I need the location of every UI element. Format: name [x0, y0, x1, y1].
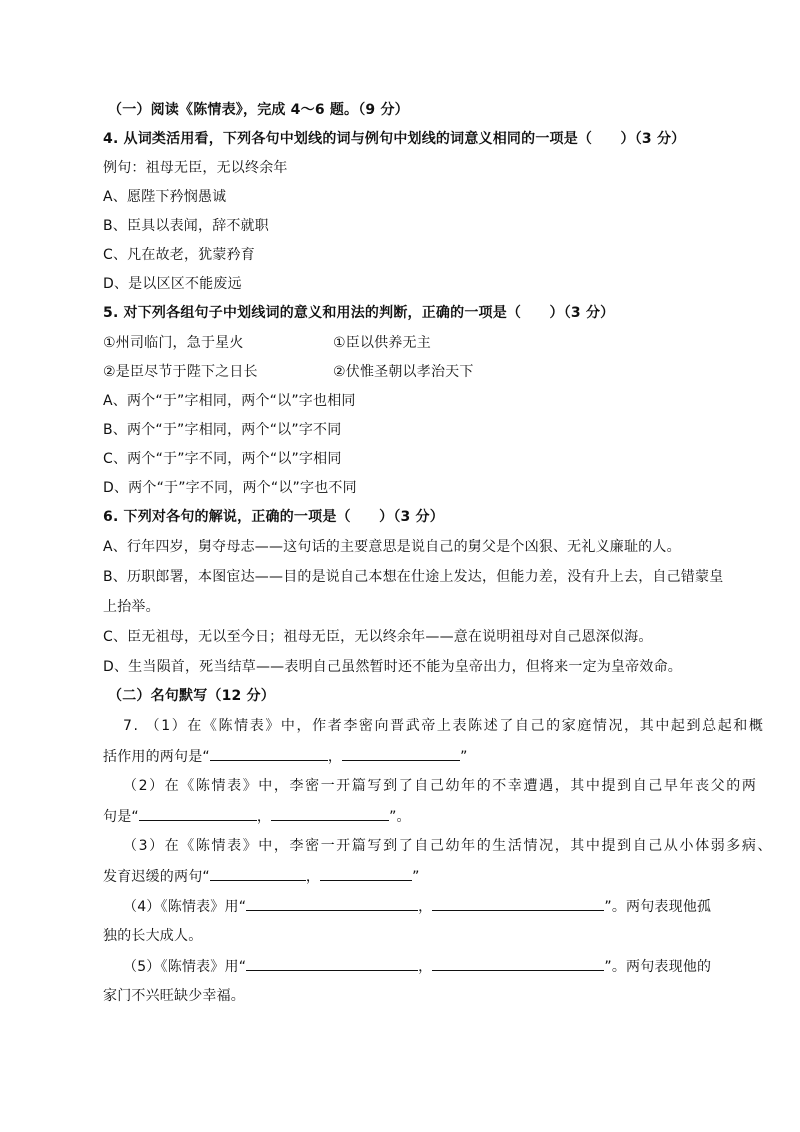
question-7-3-line-1: （3）在《陈情表》中，李密一开篇写到了自己幼年的生活情况，其中提到自己从小体弱多病、: [123, 838, 774, 854]
question-6-option-b: B、历职郎署，本图宦达——目的是说自己本想在仕途上发达，但能力差，没有升上去，自己错蒙皇: [103, 569, 724, 585]
question-7-5-line-1: [123, 956, 711, 977]
question-6-option-d: D、生当陨首，死当结草——表明自己虽然暂时还不能为皇帝出力，但将来一定为皇帝效命。: [103, 659, 682, 675]
question-7-2-separator: ，: [256, 809, 272, 825]
question-7-1-line-1: 7. （1）在《陈情表》中，作者李密向晋武帝上表陈述了自己的家庭情况，其中起到总起和概: [123, 718, 765, 734]
question-7-1-blank-1[interactable]: [210, 746, 328, 761]
question-7-4-blank-2[interactable]: [432, 896, 604, 911]
question-5-stem: 5. 对下列各组句子中划线词的意义和用法的判断，正确的一项是（ ）（3 分）: [103, 305, 615, 321]
question-7-3-line-2: [103, 866, 420, 887]
question-7-2-line-1: （2）在《陈情表》中，李密一开篇写到了自己幼年的不幸遭遇，其中提到自己早年丧父的两: [123, 778, 758, 794]
question-7-2-blank-1[interactable]: [139, 806, 257, 821]
section-1-heading: （一）阅读《陈情表》，完成 4～6 题。（9 分）: [108, 102, 409, 118]
question-5-pair-1-right: ①臣以供养无主: [333, 335, 431, 351]
question-7-4-line-1: [123, 896, 711, 917]
question-5-option-c: C、两个“于”字不同，两个“以”字相同: [103, 451, 342, 467]
question-5-pair-1-left: ①州司临门，急于星火: [103, 335, 244, 351]
question-7-4-separator: ，: [418, 899, 433, 915]
question-5-option-d: D、两个“于”字不同，两个“以”字也不同: [103, 480, 357, 496]
question-7-3-blank-2[interactable]: [320, 866, 412, 881]
question-4-option-a: A、愿陛下矜悯愚诚: [103, 189, 227, 205]
question-4-option-d: D、是以区区不能废远: [103, 276, 242, 292]
question-7-2-suffix: ”。: [389, 809, 411, 825]
question-7-5-line-2: 家门不兴旺缺少幸福。: [103, 988, 245, 1004]
question-7-4-line-2: 独的长大成人。: [103, 928, 203, 944]
question-5-option-a: A、两个“于”字相同，两个“以”字也相同: [103, 393, 356, 409]
question-6-option-c: C、臣无祖母，无以至今日；祖母无臣，无以终余年——意在说明祖母对自己恩深似海。: [103, 629, 653, 645]
question-7-1-separator: ，: [327, 749, 343, 765]
question-6-stem: 6. 下列对各句的解说，正确的一项是（ ）（3 分）: [103, 509, 444, 525]
question-4-stem: 4. 从词类活用看，下列各句中划线的词与例句中划线的词意义相同的一项是（ ）（3 分）: [103, 131, 686, 147]
question-7-1-line-2: [103, 746, 468, 767]
question-7-4-suffix: ”。两句表现他孤: [604, 899, 712, 915]
question-5-pair-2-right: ②伏惟圣朝以孝治天下: [333, 364, 474, 380]
question-5-pair-2-left: ②是臣尽节于陛下之日长: [103, 364, 258, 380]
question-7-5-suffix: ”。两句表现他的: [604, 959, 712, 975]
question-7-2-blank-2[interactable]: [271, 806, 389, 821]
question-5-option-b: B、两个“于”字相同，两个“以”字不同: [103, 422, 342, 438]
question-4-example: 例句：祖母无臣，无以终余年: [103, 160, 288, 176]
section-2-heading: （二）名句默写（12 分）: [108, 688, 275, 704]
question-7-2-line-2: [103, 806, 411, 827]
question-7-3-blank-1[interactable]: [210, 866, 306, 881]
question-7-5-separator: ，: [418, 959, 433, 975]
question-7-2-prefix: 句是“: [103, 809, 139, 825]
question-7-4-prefix: （4）《陈情表》用“: [123, 899, 247, 915]
question-7-3-separator: ，: [305, 869, 321, 885]
question-4-option-c: C、凡在故老，犹蒙矜育: [103, 247, 255, 263]
question-7-1-suffix: ”: [460, 749, 468, 765]
question-7-1-blank-2[interactable]: [342, 746, 460, 761]
question-6-option-a: A、行年四岁，舅夺母志——这句话的主要意思是说自己的舅父是个凶狠、无礼义廉耻的人。: [103, 539, 681, 555]
question-7-1-prefix: 括作用的两句是“: [103, 749, 210, 765]
question-6-option-b-continued: 上抬举。: [103, 599, 160, 615]
question-7-5-prefix: （5）《陈情表》用“: [123, 959, 247, 975]
question-7-3-prefix: 发育迟缓的两句“: [103, 869, 210, 885]
question-4-option-b: B、臣具以表闻，辞不就职: [103, 218, 270, 234]
question-7-4-blank-1[interactable]: [246, 896, 418, 911]
question-7-5-blank-1[interactable]: [246, 956, 418, 971]
question-7-3-suffix: ”: [412, 869, 420, 885]
question-7-5-blank-2[interactable]: [432, 956, 604, 971]
